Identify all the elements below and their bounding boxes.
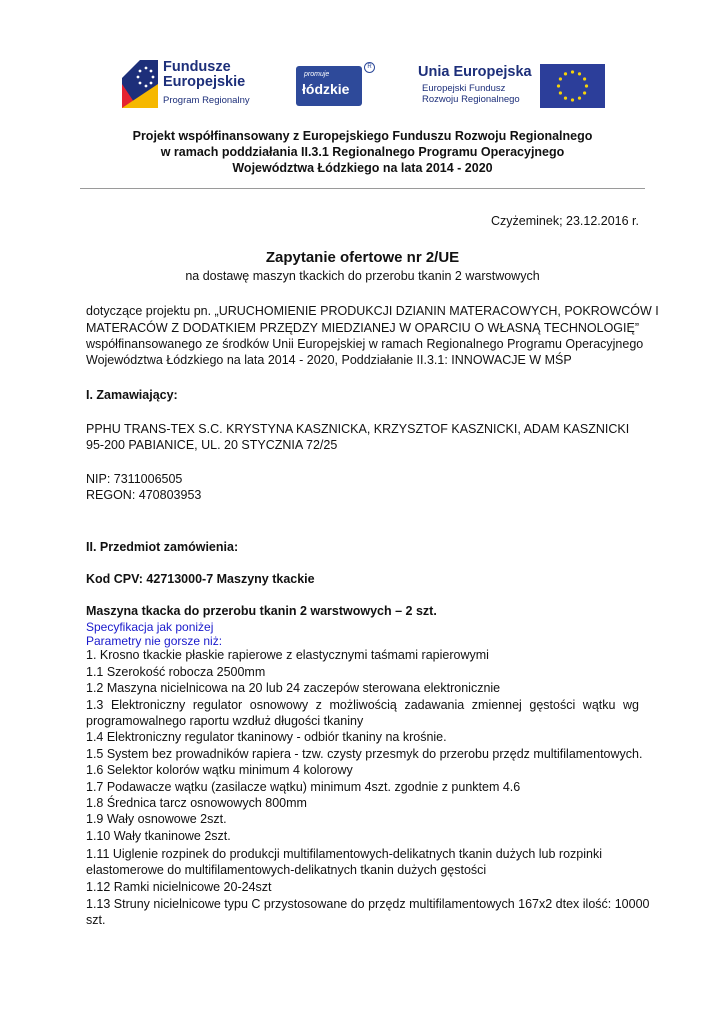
machine-heading: Maszyna tkacka do przerobu tkanin 2 warstwowych – 2 szt. <box>86 604 437 618</box>
cpv-code: Kod CPV: 42713000-7 Maszyny tkackie <box>86 572 315 586</box>
fe-logo-line2: Europejskie <box>163 74 246 90</box>
spec-item: 1.8 Średnica tarcz osnowowych 800mm <box>86 796 307 810</box>
page-subtitle: na dostawę maszyn tkackich do przerobu tkanin 2 warstwowych <box>185 269 540 283</box>
ue-logo-line2: Europejski Fundusz <box>422 83 506 94</box>
header-line-2: w ramach poddziałania II.3.1 Regionalnego Programu Operacyjnego <box>160 145 565 159</box>
spec-item: 1.7 Podawacze wątku (zasilacze wątku) minimum 4szt. zgodnie z punktem 4.6 <box>86 780 521 794</box>
spec-item-continued: programowalnego raportu wzdłuż długości tkaniny <box>86 714 364 728</box>
spec-item-continued: szt. <box>86 913 106 927</box>
spec-item: 1.12 Ramki nicielnicowe 20-24szt <box>86 880 272 894</box>
fe-logo-line3: Program Regionalny <box>163 95 250 106</box>
header-line-3: Województwa Łódzkiego na lata 2014 - 2020 <box>232 161 493 175</box>
intro-line-1: dotyczące projektu pn. „URUCHOMIENIE PRODUKCJI DZIANIN MATERACOWYCH, POKROWCÓW I <box>86 304 659 318</box>
lodzkie-logo-small: promuje <box>304 71 330 78</box>
fundusze-europejskie-logo <box>118 54 268 112</box>
spec-note: Specyfikacja jak poniżej <box>86 620 214 634</box>
spec-item: 1.9 Wały osnowowe 2szt. <box>86 812 227 826</box>
ue-logo-line3: Rozwoju Regionalnego <box>422 94 520 105</box>
company-address: 95-200 PABIANICE, UL. 20 STYCZNIA 72/25 <box>86 438 338 452</box>
spec-item: 1.13 Struny nicielnicowe typu C przystosowane do przędz multifilamentowych 167x2 dtex ilość: 10000 <box>86 897 650 911</box>
nip-number: NIP: 7311006505 <box>86 472 183 486</box>
ue-logo-title: Unia Europejska <box>418 64 532 80</box>
header-divider <box>80 188 645 189</box>
spec-item: 1. Krosno tkackie płaskie rapierowe z elastycznymi taśmami rapierowymi <box>86 648 489 662</box>
page-title: Zapytanie ofertowe nr 2/UE <box>265 249 460 266</box>
spec-item: 1.3 Elektroniczny regulator osnowowy z możliwością zadawania zmiennej gęstości wątku wg <box>86 698 639 712</box>
section-1-heading: I. Zamawiający: <box>86 388 178 402</box>
logo-strip <box>0 52 725 116</box>
spec-item: 1.10 Wały tkaninowe 2szt. <box>86 829 231 843</box>
regon-number: REGON: 470803953 <box>86 488 202 502</box>
place-date: Czyżeminek; 23.12.2016 r. <box>491 214 639 228</box>
fe-logo-line1: Fundusze <box>163 59 231 75</box>
spec-item: 1.5 System bez prowadników rapiera - tzw. czysty przesmyk do przerobu przędz multifilamentowych. <box>86 747 643 761</box>
section-2-heading: II. Przedmiot zamówienia: <box>86 540 239 554</box>
registered-mark-icon: R <box>364 62 375 73</box>
spec-item: 1.2 Maszyna nicielnicowa na 20 lub 24 zaczepów sterowana elektronicznie <box>86 681 501 695</box>
unia-europejska-logo <box>418 56 608 112</box>
spec-item: 1.4 Elektroniczny regulator tkaninowy - odbiór tkaniny na krośnie. <box>86 730 447 744</box>
intro-line-4: Województwa Łódzkiego na lata 2014 - 2020, Poddziałanie II.3.1: INNOWACJE W MŚP <box>86 353 572 367</box>
params-note: Parametry nie gorsze niż: <box>86 634 223 648</box>
spec-item: 1.11 Uiglenie rozpinek do produkcji multifilamentowych-delikatnych tkanin dużych lub rozpinki <box>86 847 603 861</box>
spec-item: 1.1 Szerokość robocza 2500mm <box>86 665 266 679</box>
company-name: PPHU TRANS-TEX S.C. KRYSTYNA KASZNICKA, KRZYSZTOF KASZNICKI, ADAM KASZNICKI <box>86 422 630 436</box>
fundusze-europejskie-mark-icon <box>118 56 160 110</box>
spec-item: 1.6 Selektor kolorów wątku minimum 4 kolorowy <box>86 763 353 777</box>
header-line-1: Projekt współfinansowany z Europejskiego Funduszu Rozwoju Regionalnego <box>132 129 593 143</box>
eu-flag-icon <box>540 64 605 108</box>
spec-item-continued: elastomerowe do multifilamentowych-delikatnych tkanin dużych gęstości <box>86 863 487 877</box>
lodzkie-logo-big: łódzkie <box>302 81 350 97</box>
intro-line-3: współfinansowanego ze środków Unii Europejskiej w ramach Regionalnego Programu Operacyjnego <box>86 337 644 351</box>
promuje-lodzkie-logo <box>296 62 376 108</box>
intro-line-2: MATERACÓW Z DODATKIEM PRZĘDZY MIEDZIANEJ W OPARCIU O WŁASNĄ TECHNOLOGIĘ” <box>86 321 639 335</box>
